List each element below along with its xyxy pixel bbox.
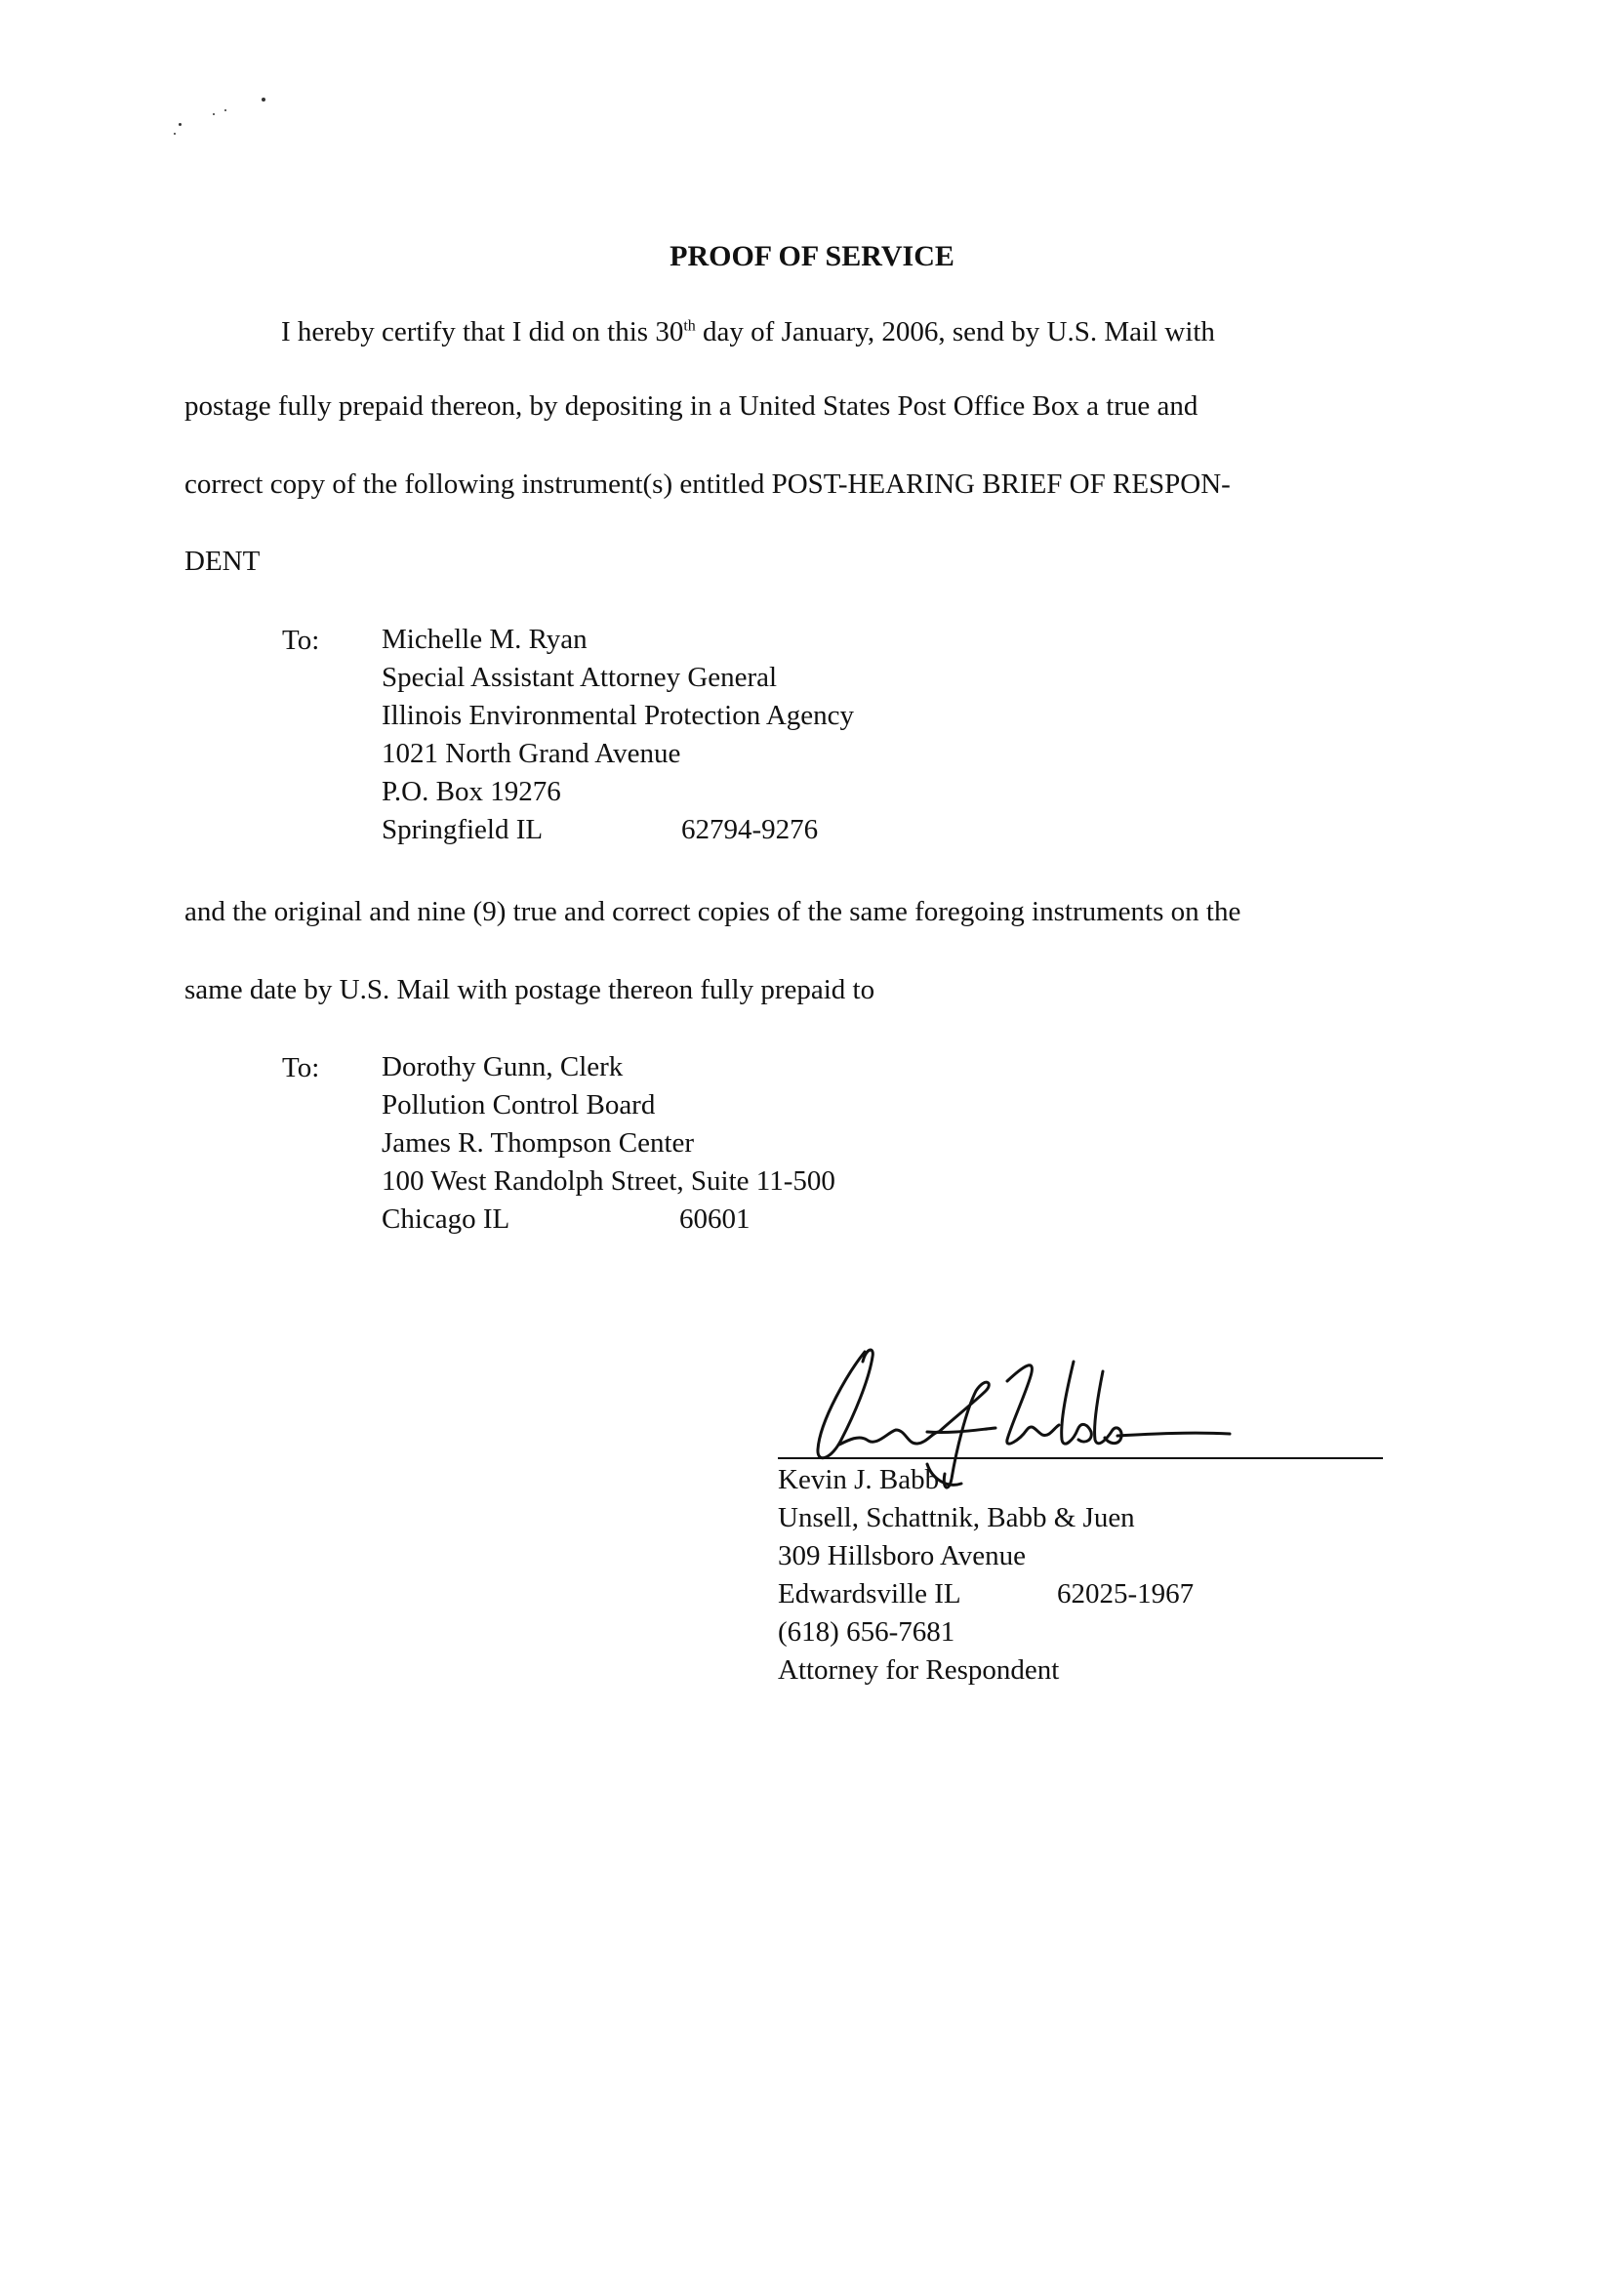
recipient-1-city: Springfield IL: [382, 814, 544, 845]
recipient-1-pobox: P.O. Box 19276: [382, 776, 561, 807]
recipient-1-title: Special Assistant Attorney General: [382, 662, 778, 693]
recipient-1-zip: 62794-9276: [681, 814, 819, 845]
body-line-2: postage fully prepaid thereon, by depositing in a United States Post Office Box a true and: [184, 390, 1198, 422]
recipient-2-city-line: [382, 1201, 835, 1239]
signature-block: [778, 1461, 1194, 1690]
recipient-2-name: Dorothy Gunn, Clerk: [382, 1051, 624, 1082]
middle-line-2: same date by U.S. Mail with postage thereon fully prepaid to: [184, 974, 875, 1005]
recipient-1-city-line: [382, 811, 854, 849]
scan-speck: [174, 133, 176, 135]
certify-superscript: th: [683, 317, 696, 335]
recipient-1-address: [382, 621, 854, 849]
recipient-1-to-label: To:: [282, 625, 320, 656]
signer-firm: Unsell, Schattnik, Babb & Juen: [778, 1502, 1135, 1533]
signer-role: Attorney for Respondent: [778, 1654, 1060, 1686]
recipient-2-address: [382, 1048, 835, 1239]
scan-speck: [224, 109, 226, 111]
recipient-2-zip: 60601: [679, 1203, 751, 1235]
signer-zip: 62025-1967: [1057, 1578, 1195, 1610]
scan-speck: [262, 98, 265, 102]
signer-street: 309 Hillsboro Avenue: [778, 1540, 1026, 1571]
recipient-2-building: James R. Thompson Center: [382, 1127, 695, 1159]
scan-speck: [213, 113, 215, 115]
recipient-2-to-label: To:: [282, 1052, 320, 1083]
signer-phone: (618) 656-7681: [778, 1616, 955, 1648]
signature-line: [778, 1457, 1383, 1459]
signer-city: Edwardsville IL: [778, 1578, 961, 1610]
signer-city-line: [778, 1575, 1194, 1613]
certify-prefix: I hereby certify that I did on this 30: [281, 316, 684, 347]
body-line-3: correct copy of the following instrument(s) entitled POST-HEARING BRIEF OF RESPON-: [184, 469, 1231, 500]
recipient-2-org: Pollution Control Board: [382, 1089, 656, 1121]
recipient-1-name: Michelle M. Ryan: [382, 624, 588, 655]
document-title: PROOF OF SERVICE: [670, 240, 954, 272]
recipient-2-street: 100 West Randolph Street, Suite 11-500: [382, 1165, 835, 1197]
recipient-1-street: 1021 North Grand Avenue: [382, 738, 681, 769]
scan-speck: [179, 123, 182, 126]
middle-line-1: and the original and nine (9) true and correct copies of the same foregoing instruments on the: [184, 896, 1241, 927]
recipient-1-agency: Illinois Environmental Protection Agency: [382, 700, 855, 731]
certify-line: [281, 318, 1215, 346]
body-line-4: DENT: [184, 546, 261, 577]
signer-name: Kevin J. Babb: [778, 1464, 940, 1495]
recipient-2-city: Chicago IL: [382, 1203, 510, 1235]
certify-suffix: day of January, 2006, send by U.S. Mail with: [695, 316, 1215, 347]
